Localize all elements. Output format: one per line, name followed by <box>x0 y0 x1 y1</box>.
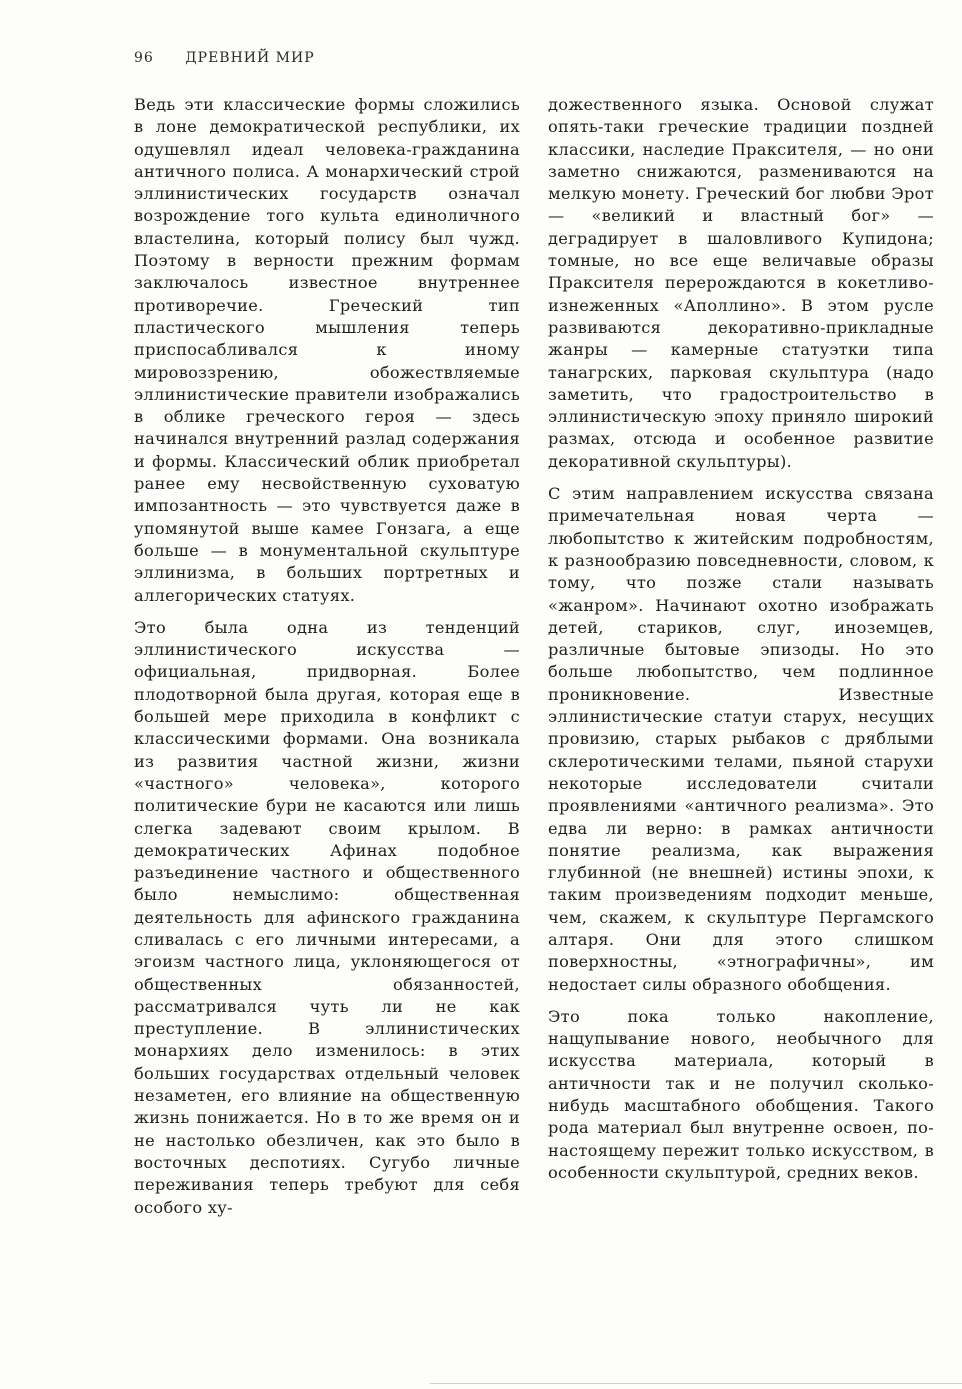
section-title: ДРЕВНИЙ МИР <box>185 50 315 66</box>
left-text-column <box>134 94 520 1229</box>
paragraph: дожественного языка. Основой служат опять-таки греческие традиции поздней классики, наследие Праксителя, — но они заметно снижаются, размениваются на мелкую монету. Греческий бог любви Эрот — «великий и властный бог» — деградирует в шаловливого Купидона; томные, но все еще величавые образы Праксителя перерождаются в кокетливо-изнеженных «Аполлино». В этом русле развиваются декоративно-прикладные жанры — камерные статуэтки типа танагрских, парковая скульптура (надо заметить, что градостроительство в эллинистическую эпоху приняло широкий размах, отсюда и особенное развитие декоративной скульптуры). <box>548 95 934 471</box>
paragraph: Ведь эти классические формы сложились в лоне демократической республики, их одушевлял идеал человека-гражданина античного полиса. А монархический строй эллинистических государств означал возрождение того культа единоличного властелина, который полису был чужд. Поэтому в верности прежним формам заключалось известное внутреннее противоречие. Греческий тип пластического мышления теперь приспосабливался к иному мировоззрению, обожествляемые эллинистические правители изображались в облике греческого героя — здесь начинался внутренний разлад содержания и формы. Классический облик приобретал ранее ему несвойственную суховатую импозантность — это чувствуется даже в упомянутой выше камее Гонзага, а еще больше — в монументальной скульптуре эллинизма, в больших портретных и аллегорических статуях. <box>134 95 520 605</box>
paragraph: С этим направлением искусства связана примечательная новая черта — любопытство к житейским подробностям, к разнообразию повседневности, словом, к тому, что позже стали называть «жанром». Начинают охотно изображать детей, стариков, слуг, иноземцев, различные бытовые эпизоды. Но это больше любопытство, чем подлинное проникновение. Известные эллинистические статуи старух, несущих провизию, старых рыбаков с дряблыми склеротическими телами, пьяной старухи некоторые исследователи считали проявлениями «античного реализма». Это едва ли верно: в рамках античности понятие реализма, как выражения глубинной (не внешней) истины эпохи, к таким произведениям подходит меньше, чем, скажем, к скульптуре Пергамского алтаря. Они для этого слишком поверхностны, «этнографичны», им недостает силы образного обобщения. <box>548 484 934 994</box>
page-number: 96 <box>134 50 154 66</box>
paragraph: Это пока только накопление, нащупывание нового, необычного для искусства материала, который в античности так и не получил сколько-нибудь масштабного обобщения. Такого рода материал был внутренне освоен, по-настоящему пережит только искусством, в особенности скульптурой, средних веков. <box>548 1006 934 1182</box>
paragraph: Это была одна из тенденций эллинистического искусства — официальная, придворная. Более плодотворной была другая, которая еще в большей мере приходила в конфликт с классическими формами. Она возникала из развития частной жизни, жизни «частного» человека», которого политические бури не касаются или лишь слегка задевают своим крылом. В демократических Афинах подобное разъединение частного и общественного было немыслимо: общественная деятельность для афинского гражданина сливалась с его личными интересами, а эгоизм частного лица, уклоняющегося от общественных обязанностей, рассматривался чуть ли не как преступление. В эллинистических монархиях дело изменилось: в этих больших государствах отдельный человек незаметен, его влияние на общественную жизнь понижается. Но в то же время он и не настолько обезличен, как это было в восточных деспотиях. Сугубо личные переживания теперь требуют для себя особого ху- <box>134 617 520 1217</box>
scan-edge-divider <box>430 1383 962 1384</box>
right-text-column <box>548 94 934 1194</box>
running-head <box>134 50 315 66</box>
